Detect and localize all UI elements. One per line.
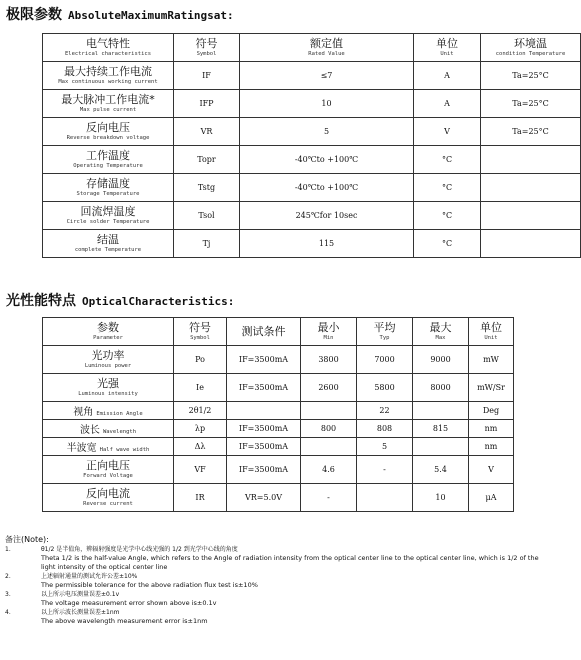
cond-cell: IF=3500mA	[227, 420, 301, 438]
symbol-cell: VF	[174, 456, 227, 484]
value-cell: 5	[240, 118, 414, 146]
header-cell	[413, 318, 469, 346]
cond-cell: IF=3500mA	[227, 456, 301, 484]
unit-cell: nm	[469, 420, 514, 438]
parameter-cell	[43, 438, 174, 456]
max-ratings-table	[42, 33, 581, 258]
parameter-zh: 存储温度	[86, 177, 130, 190]
header-zh: 平均	[373, 321, 396, 334]
parameter-zh: 半波宽	[66, 443, 97, 454]
note-number: 4.	[5, 609, 11, 616]
header-en: Min	[323, 335, 334, 341]
optical-table	[42, 317, 514, 512]
header-zh: 测试条件	[241, 325, 286, 338]
unit-cell: V	[469, 456, 514, 484]
note-en: Theta 1/2 is the half-value Angle, which refers to the Angle of radiation intensity from the optical center line to the optical center line, which is 1/2 of the light intensity of the optical center line	[41, 554, 539, 571]
parameter-zh: 波长	[79, 425, 100, 436]
header-en: condition Temperature	[495, 51, 566, 57]
parameter-cell	[43, 456, 174, 484]
parameter-zh: 视角	[73, 407, 94, 418]
cond-cell: VR=5.0V	[227, 484, 301, 512]
note-item	[5, 590, 540, 608]
parameter-en: Reverse breakdown voltage	[66, 135, 150, 141]
symbol-cell: IFP	[174, 90, 240, 118]
value-cell: 245℃for 10sec	[240, 202, 414, 230]
cond-cell: IF=3500mA	[227, 438, 301, 456]
max-ratings-title-zh: 极限参数	[6, 7, 62, 23]
cond-cell: IF=3500mA	[227, 346, 301, 374]
parameter-cell	[43, 62, 174, 90]
optical-header-row	[43, 318, 514, 346]
parameter-en: Max pulse current	[79, 107, 137, 113]
table-row	[43, 62, 581, 90]
unit-cell: mW	[469, 346, 514, 374]
header-zh: 符号	[189, 321, 211, 334]
note-item	[5, 545, 540, 572]
header-cell	[43, 34, 174, 62]
parameter-en: Luminous power	[84, 363, 132, 369]
condition-cell	[481, 202, 581, 230]
max-cell	[413, 438, 469, 456]
table-row	[43, 202, 581, 230]
header-zh: 参数	[97, 321, 119, 334]
parameter-en: complete Temperature	[74, 247, 142, 253]
max-ratings-header-row	[43, 34, 581, 62]
parameter-zh: 工作温度	[86, 149, 130, 162]
optical-heading	[6, 290, 234, 310]
parameter-zh: 结温	[97, 233, 119, 246]
header-cell	[301, 318, 357, 346]
header-zh: 最小	[317, 321, 340, 334]
symbol-cell: λp	[174, 420, 227, 438]
parameter-cell	[43, 230, 174, 258]
header-en: Rated Value	[308, 51, 345, 57]
parameter-cell	[43, 90, 174, 118]
unit-cell: V	[414, 118, 481, 146]
note-number: 2.	[5, 573, 11, 580]
header-cell	[174, 318, 227, 346]
table-row	[43, 402, 514, 420]
parameter-zh: 最大脉冲工作电流*	[61, 93, 155, 106]
symbol-cell: Po	[174, 346, 227, 374]
parameter-cell	[43, 118, 174, 146]
condition-cell: Ta=25°C	[481, 62, 581, 90]
symbol-cell: IF	[174, 62, 240, 90]
symbol-cell: Topr	[174, 146, 240, 174]
parameter-cell	[43, 402, 174, 420]
parameter-cell	[43, 420, 174, 438]
typ-cell: 7000	[357, 346, 413, 374]
note-zh: 以上所示波长测量误差±1nm	[41, 609, 120, 616]
note-number: 3.	[5, 591, 11, 598]
note-zh: θ1/2 是半值角，辨辐射强度是光学中心线光强的 1/2 到光学中心线的角度	[41, 546, 238, 553]
min-cell: 3800	[301, 346, 357, 374]
parameter-zh: 回流焊温度	[80, 205, 136, 218]
parameter-en: Max continuous working current	[58, 79, 158, 85]
header-en: Unit	[440, 51, 454, 57]
condition-cell: Ta=25°C	[481, 90, 581, 118]
parameter-en: Luminous intensity	[78, 391, 138, 397]
min-cell: 800	[301, 420, 357, 438]
parameter-zh: 光强	[97, 377, 119, 390]
unit-cell: °C	[414, 202, 481, 230]
header-en: Symbol	[190, 335, 210, 341]
condition-cell: Ta=25°C	[481, 118, 581, 146]
max-cell: 9000	[413, 346, 469, 374]
table-row	[43, 420, 514, 438]
unit-cell: °C	[414, 174, 481, 202]
max-cell: 5.4	[413, 456, 469, 484]
unit-cell: A	[414, 62, 481, 90]
notes-title: 备注(Note):	[5, 535, 49, 544]
note-zh: 上述辐射通量的测试允许公差±10%	[41, 573, 138, 580]
header-cell	[481, 34, 581, 62]
parameter-cell	[43, 174, 174, 202]
parameter-zh: 最大持续工作电流	[64, 65, 152, 78]
parameter-en: Half wave width	[99, 447, 150, 453]
parameter-en: Wavelength	[102, 429, 137, 435]
typ-cell	[357, 484, 413, 512]
parameter-en: Circle solder Temperature	[66, 219, 150, 225]
table-row	[43, 90, 581, 118]
parameter-zh: 反向电流	[86, 487, 130, 500]
note-number: 1.	[5, 546, 11, 553]
parameter-zh: 反向电压	[86, 121, 130, 134]
typ-cell: 5800	[357, 374, 413, 402]
typ-cell: 22	[357, 402, 413, 420]
symbol-cell: VR	[174, 118, 240, 146]
header-zh: 单位	[436, 37, 458, 50]
parameter-en: Storage Temperature	[76, 191, 140, 197]
max-ratings-heading	[6, 4, 234, 24]
header-zh: 符号	[195, 37, 218, 50]
min-cell	[301, 438, 357, 456]
value-cell: -40℃to +100℃	[240, 146, 414, 174]
optical-title-zh: 光性能特点	[6, 293, 76, 309]
parameter-en: Forward Voltage	[83, 473, 133, 479]
symbol-cell: Ie	[174, 374, 227, 402]
condition-cell	[481, 146, 581, 174]
value-cell: ≤7	[240, 62, 414, 90]
unit-cell: μA	[469, 484, 514, 512]
optical-title-en: OpticalCharacteristics:	[82, 295, 235, 308]
header-cell	[174, 34, 240, 62]
header-zh: 单位	[480, 321, 502, 334]
parameter-name	[43, 421, 173, 436]
min-cell: 4.6	[301, 456, 357, 484]
header-cell	[43, 318, 174, 346]
header-zh: 额定值	[310, 37, 343, 50]
header-en: Max	[435, 335, 446, 341]
cond-cell	[227, 402, 301, 420]
table-row	[43, 374, 514, 402]
parameter-en: Emission Angle	[96, 411, 143, 417]
unit-cell: mW/Sr	[469, 374, 514, 402]
max-ratings-title-en: AbsoluteMaximumRatingsat:	[68, 9, 234, 22]
value-cell: -40℃to +100℃	[240, 174, 414, 202]
header-zh: 最大	[429, 321, 452, 334]
header-cell	[414, 34, 481, 62]
symbol-cell: 2θ1/2	[174, 402, 227, 420]
cond-cell: IF=3500mA	[227, 374, 301, 402]
value-cell: 115	[240, 230, 414, 258]
parameter-zh: 正向电压	[86, 459, 130, 472]
header-cell	[240, 34, 414, 62]
header-zh: 环境温	[514, 37, 547, 50]
condition-cell	[481, 230, 581, 258]
max-cell: 10	[413, 484, 469, 512]
parameter-name	[43, 439, 173, 454]
max-cell: 8000	[413, 374, 469, 402]
note-en: The above wavelength measurement error is±1nm	[41, 617, 208, 625]
parameter-en: Operating Temperature	[73, 163, 143, 169]
note-en: The permissible tolerance for the above radiation flux test is±10%	[41, 581, 258, 589]
unit-cell: nm	[469, 438, 514, 456]
symbol-cell: Tstg	[174, 174, 240, 202]
table-row	[43, 438, 514, 456]
parameter-name	[43, 403, 173, 418]
symbol-cell: IR	[174, 484, 227, 512]
symbol-cell: Tsol	[174, 202, 240, 230]
note-zh: 以上所示电压测量误差±0.1v	[41, 591, 120, 598]
header-zh: 电气特性	[86, 37, 130, 50]
max-cell	[413, 402, 469, 420]
header-cell	[227, 318, 301, 346]
parameter-cell	[43, 146, 174, 174]
parameter-en: Reverse current	[83, 501, 133, 507]
unit-cell: Deg	[469, 402, 514, 420]
table-row	[43, 484, 514, 512]
table-row	[43, 174, 581, 202]
note-item	[5, 608, 540, 626]
symbol-cell: Tj	[174, 230, 240, 258]
header-en: Typ	[379, 335, 390, 341]
header-en: Parameter	[93, 335, 123, 341]
min-cell	[301, 402, 357, 420]
max-cell: 815	[413, 420, 469, 438]
unit-cell: A	[414, 90, 481, 118]
notes-section	[5, 535, 540, 626]
header-en: Electrical characteristics	[64, 51, 152, 57]
condition-cell	[481, 174, 581, 202]
notes-list	[5, 545, 540, 626]
min-cell: 2600	[301, 374, 357, 402]
header-en: Unit	[484, 335, 498, 341]
note-item	[5, 572, 540, 590]
parameter-zh: 光功率	[91, 349, 125, 362]
parameter-cell	[43, 202, 174, 230]
unit-cell: °C	[414, 230, 481, 258]
symbol-cell: Δλ	[174, 438, 227, 456]
min-cell: -	[301, 484, 357, 512]
table-row	[43, 456, 514, 484]
header-cell	[357, 318, 413, 346]
parameter-cell	[43, 374, 174, 402]
table-row	[43, 230, 581, 258]
parameter-cell	[43, 346, 174, 374]
header-en: Symbol	[196, 51, 217, 57]
header-cell	[469, 318, 514, 346]
table-row	[43, 346, 514, 374]
typ-cell: -	[357, 456, 413, 484]
value-cell: 10	[240, 90, 414, 118]
typ-cell: 808	[357, 420, 413, 438]
parameter-cell	[43, 484, 174, 512]
typ-cell: 5	[357, 438, 413, 456]
table-row	[43, 118, 581, 146]
unit-cell: °C	[414, 146, 481, 174]
table-row	[43, 146, 581, 174]
note-en: The voltage measurement error shown above is±0.1v	[41, 599, 217, 607]
